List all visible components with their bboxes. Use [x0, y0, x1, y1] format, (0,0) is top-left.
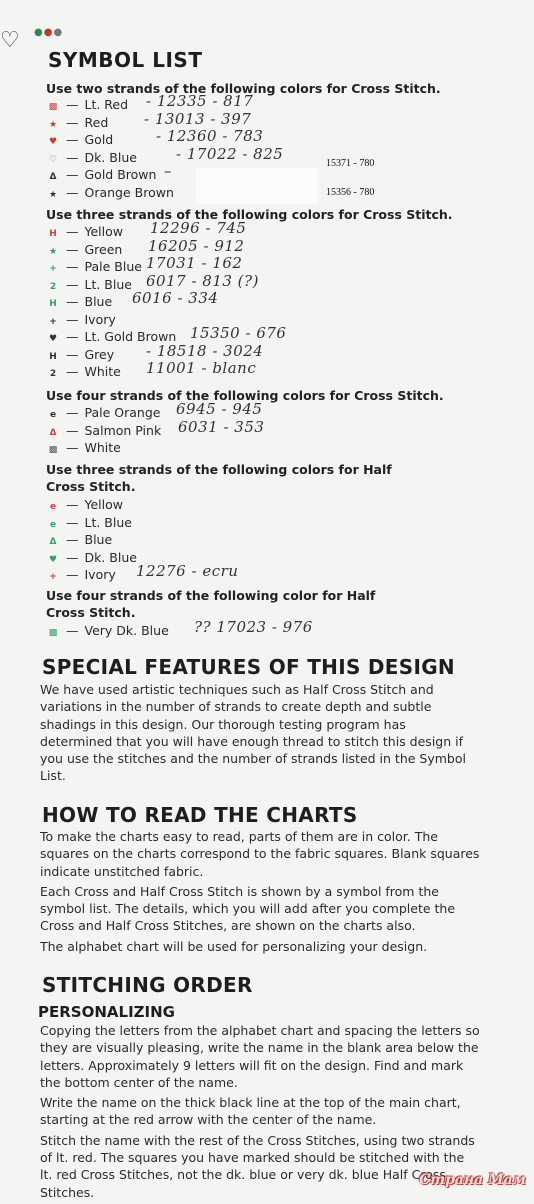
color-label: Gold	[84, 132, 114, 147]
symbol-row	[44, 271, 259, 293]
paragraph: To make the charts easy to read, parts of them are in color. The squares on the charts correspond to the fabric squares. Blank squares indicate unstitched fabric.	[40, 829, 480, 879]
stitch-symbol-icon: ♥	[48, 137, 58, 147]
stitch-symbol-icon: ♡	[48, 154, 58, 165]
symbol-row	[44, 618, 313, 639]
handwritten-note: 16205 - 912	[148, 236, 245, 255]
color-label: Green	[84, 241, 123, 257]
symbol-row	[44, 531, 112, 548]
dash: —	[66, 167, 79, 182]
symbol-row	[44, 144, 284, 166]
symbol-row	[44, 311, 116, 328]
symbol-row	[44, 496, 123, 513]
section-title-special: SPECIAL FEATURES OF THIS DESIGN	[42, 655, 455, 679]
color-label: Blue	[84, 532, 113, 547]
color-label: Yellow	[84, 224, 123, 239]
paragraph: Write the name on the thick black line at the top of the main chart, starting at the red arrow with the center of the name.	[40, 1095, 461, 1128]
color-label: Orange Brown	[84, 184, 174, 200]
dash: —	[66, 294, 79, 309]
color-label: Very Dk. Blue	[84, 623, 169, 638]
dash: —	[66, 184, 79, 200]
symbol-row	[44, 92, 254, 113]
dash: —	[66, 241, 79, 257]
stitch-symbol-icon: ★	[48, 246, 58, 257]
stitch-symbol-icon: e	[49, 519, 57, 530]
symbol-row	[44, 359, 257, 380]
dash: —	[66, 97, 79, 112]
dash: —	[66, 346, 79, 362]
printed-code: 15356 - 780	[326, 187, 375, 198]
color-label: Lt. Gold Brown	[84, 329, 177, 344]
stitch-symbol-icon: e	[49, 410, 57, 420]
dash: —	[66, 132, 79, 147]
dash: —	[66, 623, 79, 638]
handwritten-note: - 13013 - 397	[144, 109, 252, 128]
dash: —	[66, 514, 79, 530]
group-heading: Use three strands of the following colors for Half Cross Stitch.	[46, 462, 392, 494]
paragraph: Each Cross and Half Cross Stitch is shown by a symbol from the symbol list. The details, which you will add after you complete the Cross and Half Cross Stitches, are shown on the charts also.	[40, 883, 456, 934]
section-title-read: HOW TO READ THE CHARTS	[42, 803, 358, 827]
dash: —	[66, 440, 79, 455]
dash: —	[66, 114, 79, 130]
symbol-row	[44, 219, 247, 240]
symbol-row	[44, 184, 174, 201]
stitch-symbol-icon: Δ	[49, 537, 57, 547]
paragraph: We have used artistic techniques such as Half Cross Stitch and variations in the number of strands to create depth and subtle shadings in this design. Our thorough testing program has determined that you will have enough thread to stitch this design if you use the stitches and the number of strands listed in the Symbol List.	[40, 682, 466, 784]
decorative-dots	[34, 28, 63, 38]
color-label: Red	[84, 114, 109, 130]
symbol-row	[44, 562, 239, 583]
paragraph: Stitch the name with the rest of the Cross Stitches, using two strands of lt. red. The squares you have marked should be stitched with the lt. red Cross Stitches, not the dk. blue or very dk. blue Half Cross Stitches.	[40, 1132, 475, 1200]
stitch-symbol-icon: ▩	[48, 102, 58, 112]
handwritten-note: 6031 - 353	[178, 417, 265, 436]
symbol-row	[44, 417, 265, 439]
symbol-row	[44, 341, 264, 363]
stitch-symbol-icon: +	[49, 572, 57, 582]
handwritten-note: 15350 - 676	[190, 324, 287, 342]
stitch-symbol-icon: ▩	[48, 445, 58, 455]
dash: —	[66, 497, 79, 512]
handwritten-note: 6016 - 334	[132, 289, 219, 307]
color-label: Ivory	[84, 567, 116, 582]
handwritten-note: –	[164, 162, 172, 180]
dash: —	[66, 224, 79, 239]
dash: —	[66, 259, 79, 274]
stitch-symbol-icon: ♥	[48, 334, 58, 344]
stitch-symbol-icon: Δ	[49, 172, 57, 182]
order-paragraphs	[40, 1022, 480, 1204]
paragraph: Copying the letters from the alphabet chart and spacing the letters so they are visually pleasing, write the name in the blank area below the letters. Approximately 9 letters will fit on the design. Find and mark the bottom center of the name.	[40, 1023, 480, 1090]
watermark: Страна Мам	[419, 1172, 526, 1188]
color-label: Ivory	[84, 311, 116, 327]
correction-patch	[196, 168, 318, 204]
stitch-symbol-icon: ★	[48, 119, 58, 130]
handwritten-note: 17031 - 162	[146, 254, 243, 272]
dot-red: ●	[43, 27, 54, 38]
stitch-symbol-icon: ▩	[48, 628, 58, 638]
color-label: White	[84, 364, 121, 379]
stitch-symbol-icon: e	[49, 502, 57, 512]
group-heading: Use two strands of the following colors for Cross Stitch.	[46, 81, 441, 96]
color-label: Pale Blue	[84, 259, 142, 274]
color-label: Lt. Blue	[84, 514, 132, 530]
handwritten-note: - 12335 - 817	[146, 92, 254, 110]
section-title-order: STITCHING ORDER	[42, 973, 253, 997]
color-label: Dk. Blue	[84, 549, 137, 565]
symbol-row	[44, 289, 219, 310]
color-label: Salmon Pink	[84, 422, 162, 438]
handwritten-note: 6017 - 813 (?)	[146, 271, 259, 290]
symbol-row	[44, 549, 137, 566]
symbol-row	[44, 514, 132, 531]
stitch-symbol-icon: 2	[49, 369, 57, 379]
handwritten-note: ?? 17023 - 976	[194, 618, 313, 636]
dot-grey: ●	[53, 27, 64, 38]
stitch-symbol-icon: ★	[48, 189, 58, 200]
color-label: White	[84, 440, 121, 455]
section-subtitle: PERSONALIZING	[38, 1003, 175, 1021]
handwritten-note: 12296 - 745	[150, 219, 247, 237]
dash: —	[66, 549, 79, 565]
dash: —	[66, 405, 79, 420]
dash: —	[66, 422, 79, 438]
symbol-row	[44, 400, 263, 421]
printed-code: 15371 - 780	[326, 158, 375, 169]
color-label: Dk. Blue	[84, 149, 137, 165]
group-heading: Use three strands of the following colors for Cross Stitch.	[46, 207, 453, 222]
symbol-row	[44, 109, 252, 131]
color-label: Gold Brown	[84, 167, 157, 182]
group-heading: Use four strands of the following color for Half Cross Stitch.	[46, 588, 376, 620]
dot-green: ●	[34, 27, 44, 38]
heart-icon: ♡	[0, 28, 20, 53]
symbol-row	[44, 162, 172, 183]
stitch-symbol-icon: +	[49, 264, 57, 274]
symbol-row	[44, 236, 245, 258]
color-label: Yellow	[84, 497, 123, 512]
stitch-symbol-icon: H	[49, 351, 57, 362]
dash: —	[66, 276, 79, 292]
handwritten-note: - 17022 - 825	[176, 144, 284, 163]
handwritten-note: 6945 - 945	[176, 400, 263, 418]
stitch-symbol-icon: H	[49, 299, 57, 309]
read-paragraphs	[40, 828, 480, 958]
color-label: Blue	[84, 294, 113, 309]
dash: —	[66, 532, 79, 547]
dash: —	[66, 311, 79, 327]
stitch-symbol-icon: ♥	[48, 554, 58, 565]
symbol-row	[44, 254, 243, 275]
handwritten-note: 11001 - blanc	[146, 359, 257, 377]
color-label: Lt. Blue	[84, 276, 132, 292]
symbol-row	[44, 439, 121, 456]
color-label: Grey	[84, 346, 115, 362]
group-heading: Use four strands of the following colors for Cross Stitch.	[46, 388, 444, 403]
dash: —	[66, 149, 79, 165]
stitch-symbol-icon: +	[49, 316, 57, 327]
stitch-symbol-icon: H	[49, 229, 57, 239]
dash: —	[66, 567, 79, 582]
symbol-row	[44, 127, 264, 148]
special-paragraph	[40, 681, 480, 788]
dash: —	[66, 364, 79, 379]
handwritten-note: - 18518 - 3024	[146, 341, 264, 360]
stitch-symbol-icon: 2	[49, 281, 57, 292]
paragraph: The alphabet chart will be used for personalizing your design.	[40, 938, 428, 954]
page-title: SYMBOL LIST	[48, 48, 203, 72]
dash: —	[66, 329, 79, 344]
color-label: Pale Orange	[84, 405, 161, 420]
stitch-symbol-icon: Δ	[49, 427, 57, 438]
color-label: Lt. Red	[84, 97, 129, 112]
handwritten-note: - 12360 - 783	[156, 127, 264, 145]
handwritten-note: 12276 - ecru	[136, 562, 239, 580]
